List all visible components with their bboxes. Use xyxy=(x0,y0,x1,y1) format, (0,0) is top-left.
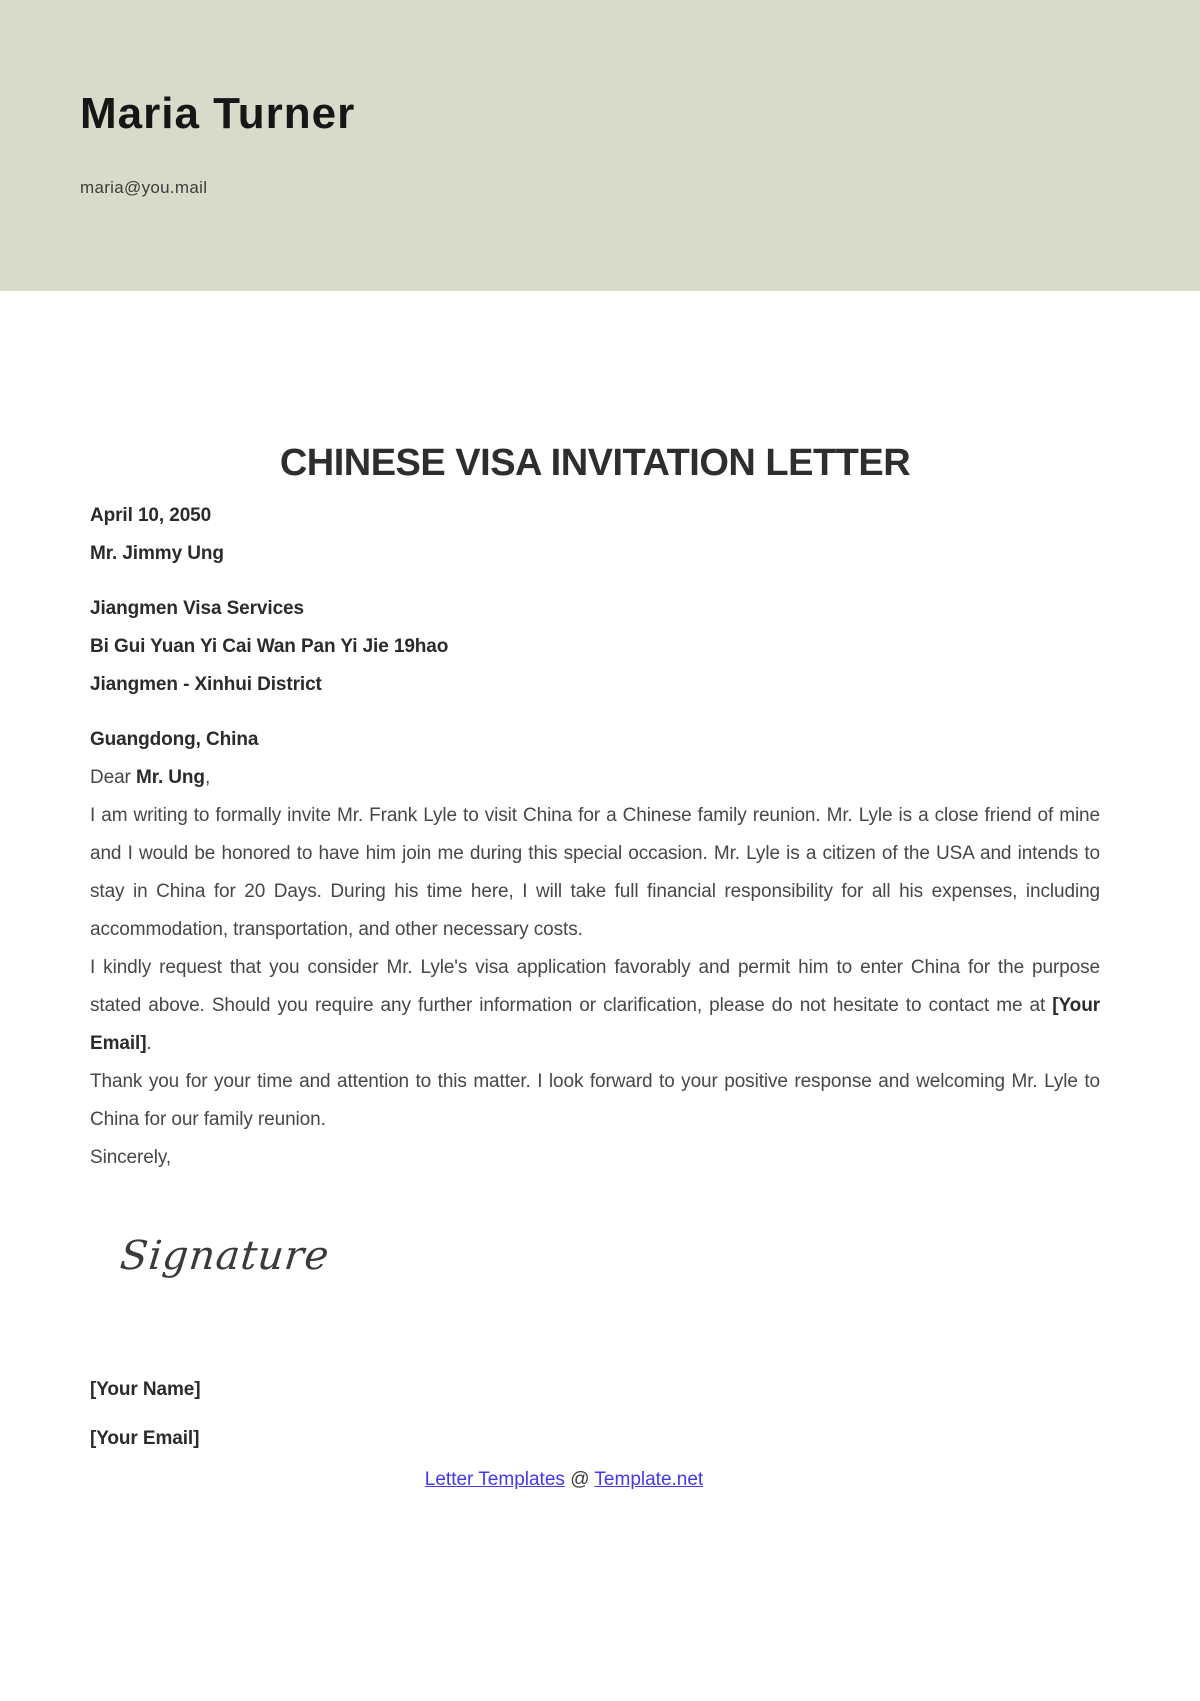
letter-templates-link[interactable]: Letter Templates xyxy=(424,1468,565,1490)
paragraph-1: I am writing to formally invite Mr. Frank Lyle to visit China for a Chinese family reunion. Mr. Lyle is a close friend of mine and I would be honored to have him join me during this special occasion. Mr. Lyle is a citizen of the USA and intends to stay in China for 20 Days. During his time here, I will take full financial responsibility for all his expenses, including accommodation, transportation, and other necessary costs. xyxy=(90,804,1100,940)
header-band xyxy=(0,0,1200,291)
paragraph-3: Thank you for your time and attention to this matter. I look forward to your positive response and welcoming Mr. Lyle to China for our family reunion. xyxy=(90,1070,1100,1130)
paragraph-2 xyxy=(90,949,1100,1063)
template-net-link[interactable]: Template.net xyxy=(594,1468,704,1490)
paragraph-2-text: I kindly request that you consider Mr. Lyle's visa application favorably and permit him to enter China for the purpose stated above. Should you require any further information or clarification, please do not hesitate to contact me at xyxy=(90,956,1100,1016)
salutation-prefix: Dear xyxy=(90,766,136,788)
header-sender-email: maria@you.mail xyxy=(80,178,208,197)
paragraph-2-period: . xyxy=(146,1032,152,1054)
paragraph-2-email-placeholder: [Your Email] xyxy=(90,994,1100,1054)
sender-name-placeholder: [Your Name] xyxy=(90,1378,201,1400)
recipient-address-line2: Jiangmen - Xinhui District xyxy=(90,673,322,695)
recipient-company: Jiangmen Visa Services xyxy=(90,597,304,619)
closing-sincerely: Sincerely, xyxy=(90,1146,172,1168)
footer-credit xyxy=(90,1468,1100,1492)
signature-script: Signature xyxy=(118,1232,332,1279)
letter-date: April 10, 2050 xyxy=(90,504,212,526)
recipient-address-line1: Bi Gui Yuan Yi Cai Wan Pan Yi Jie 19hao xyxy=(90,635,449,657)
footer-at-separator: @ xyxy=(570,1468,590,1490)
letter-content xyxy=(0,441,1200,1492)
salutation-suffix: , xyxy=(204,766,211,788)
sender-email-placeholder: [Your Email] xyxy=(90,1427,200,1449)
letter-title: CHINESE VISA INVITATION LETTER xyxy=(279,442,911,484)
recipient-address-line3: Guangdong, China xyxy=(90,728,259,750)
recipient-name: Mr. Jimmy Ung xyxy=(90,542,224,564)
salutation-recipient: Mr. Ung xyxy=(135,766,205,788)
header-sender-name: Maria Turner xyxy=(80,89,356,138)
salutation xyxy=(90,759,1100,797)
